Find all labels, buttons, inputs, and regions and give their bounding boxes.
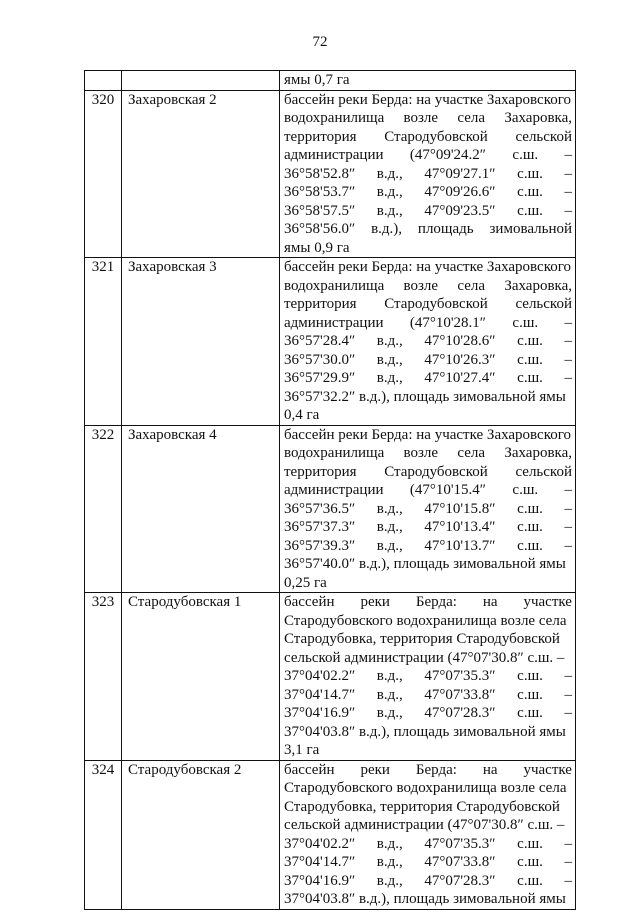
description-word: Захаровка, xyxy=(504,110,572,126)
table-row xyxy=(85,71,576,91)
description-word: Захаровка, xyxy=(504,445,572,461)
row-number xyxy=(85,71,122,91)
description-word: сельской xyxy=(515,128,572,145)
description-word: 47°10'15.8″ xyxy=(424,500,496,517)
description-line xyxy=(284,518,572,537)
site-name: Стародубовская 1 xyxy=(122,593,280,761)
description-word: в.д., xyxy=(376,500,403,517)
description-word: территория xyxy=(284,463,357,480)
description-line xyxy=(284,890,572,909)
description-word: 47°07'33.8″ xyxy=(424,686,496,703)
description-word: – xyxy=(564,519,572,535)
description-word: – xyxy=(564,351,572,368)
description-word: – xyxy=(564,165,572,182)
description-line xyxy=(284,183,572,202)
description-word: с.ш. xyxy=(517,500,543,517)
description-word: 36°57'37.3″ xyxy=(284,519,356,535)
description-word: 37°04'16.9″ xyxy=(284,872,356,889)
description-word: площадь xyxy=(417,221,474,237)
description-word: водохранилища xyxy=(284,277,385,294)
description-word: Берда: xyxy=(415,761,457,778)
description-line xyxy=(284,406,572,425)
description-line xyxy=(284,71,572,90)
row-number: 324 xyxy=(85,760,122,909)
description-word: 36°58'56.0″ xyxy=(284,221,356,237)
description-word: бассейн реки Берда: на участке Захаровского xyxy=(284,91,572,108)
site-description xyxy=(280,90,576,258)
description-word: с.ш. xyxy=(517,370,543,386)
site-description xyxy=(280,71,576,91)
site-description xyxy=(280,593,576,761)
description-word: 47°10'28.6″ xyxy=(424,333,496,349)
description-word: 36°57'32.2″ в.д.), площадь зимовальной ямы xyxy=(284,388,566,405)
description-line xyxy=(284,444,572,463)
description-line xyxy=(284,91,572,110)
description-word: села xyxy=(457,445,486,461)
description-word: 47°09'23.5″ xyxy=(424,202,496,219)
description-word: с.ш. xyxy=(517,872,543,889)
description-word: (47°10'28.1″ xyxy=(409,314,487,331)
description-line xyxy=(284,277,572,296)
row-number: 321 xyxy=(85,258,122,426)
description-word: – xyxy=(564,482,572,498)
description-line xyxy=(284,426,572,445)
description-line xyxy=(284,761,572,780)
table-row xyxy=(85,593,576,761)
description-word: с.ш. xyxy=(517,537,543,554)
description-word: на xyxy=(482,761,498,778)
description-word: зимовальной xyxy=(489,221,572,237)
row-number: 320 xyxy=(85,90,122,258)
description-word: – xyxy=(564,705,572,721)
description-word: 37°04'16.9″ xyxy=(284,705,356,721)
description-word: села xyxy=(457,110,486,126)
description-word: с.ш. xyxy=(517,686,543,703)
description-word: с.ш. xyxy=(512,482,539,498)
description-word: 36°57'28.4″ xyxy=(284,333,356,349)
description-word: с.ш. xyxy=(512,147,539,163)
description-word: в.д., xyxy=(376,165,403,182)
description-line xyxy=(284,667,572,686)
description-word: Стародубовского водохранилища возле села xyxy=(284,612,567,629)
description-word: 36°57'36.5″ xyxy=(284,500,356,517)
description-word: 0,25 га xyxy=(284,574,327,591)
description-word: Берда: xyxy=(415,594,457,610)
description-word: – xyxy=(564,686,572,703)
description-word: – xyxy=(564,854,572,870)
page-number: 72 xyxy=(312,34,328,50)
description-word: – xyxy=(564,202,572,219)
row-number: 322 xyxy=(85,425,122,593)
description-line xyxy=(284,258,572,277)
description-word: Стародубовской xyxy=(384,296,488,312)
description-word: с.ш. xyxy=(512,314,539,331)
description-line xyxy=(284,723,572,742)
description-word: – xyxy=(564,147,572,163)
description-word: Стародубовской xyxy=(384,463,488,480)
description-word: Захаровка, xyxy=(504,277,572,294)
description-line xyxy=(284,649,572,668)
description-word: бассейн xyxy=(284,594,335,610)
description-word: 47°10'26.3″ xyxy=(424,351,496,368)
description-word: с.ш. xyxy=(517,705,543,721)
description-word: администрации xyxy=(284,314,384,331)
description-line xyxy=(284,593,572,612)
description-word: в.д., xyxy=(376,872,403,889)
description-line xyxy=(284,463,572,482)
description-word: в.д., xyxy=(376,333,403,349)
description-line xyxy=(284,612,572,631)
table-row xyxy=(85,90,576,258)
description-line xyxy=(284,500,572,519)
description-word: 3,1 га xyxy=(284,742,320,758)
description-word: возле xyxy=(403,445,439,461)
description-word: в.д.), xyxy=(371,221,403,237)
description-word: – xyxy=(564,333,572,349)
description-word: – xyxy=(564,537,572,554)
description-line xyxy=(284,704,572,723)
description-word: – xyxy=(564,314,572,331)
description-word: (47°10'15.4″ xyxy=(409,482,487,498)
description-word: сельской xyxy=(515,463,572,480)
description-word: 47°10'13.4″ xyxy=(424,519,496,535)
description-line xyxy=(284,220,572,239)
description-word: с.ш. xyxy=(517,351,543,368)
description-word: реки xyxy=(360,594,390,610)
description-word: 47°07'35.3″ xyxy=(424,668,496,684)
description-word: 47°07'33.8″ xyxy=(424,854,496,870)
description-word: в.д., xyxy=(376,351,403,368)
site-description xyxy=(280,258,576,426)
description-word: администрации xyxy=(284,482,384,498)
description-line xyxy=(284,332,572,351)
description-word: – xyxy=(564,668,572,684)
description-word: в.д., xyxy=(376,184,403,200)
description-word: 47°09'26.6″ xyxy=(424,184,496,200)
site-description xyxy=(280,760,576,909)
table-row xyxy=(85,425,576,593)
description-word: села xyxy=(457,277,486,294)
description-line xyxy=(284,816,572,835)
description-word: бассейн реки Берда: на участке Захаровского xyxy=(284,259,572,275)
description-line xyxy=(284,314,572,333)
description-word: территория xyxy=(284,128,357,145)
description-word: с.ш. xyxy=(517,184,543,200)
description-word: в.д., xyxy=(376,854,403,870)
site-name: Захаровская 3 xyxy=(122,258,280,426)
description-line xyxy=(284,109,572,128)
site-name xyxy=(122,71,280,91)
description-line xyxy=(284,574,572,593)
description-line xyxy=(284,165,572,184)
description-word: – xyxy=(564,370,572,386)
description-word: – xyxy=(564,872,572,889)
description-line xyxy=(284,835,572,854)
description-word: бассейн xyxy=(284,761,335,778)
description-word: 36°57'30.0″ xyxy=(284,351,356,368)
description-word: участке xyxy=(523,761,572,778)
description-word: в.д., xyxy=(376,202,403,219)
description-word: – xyxy=(564,835,572,852)
description-word: участке xyxy=(523,594,572,610)
description-word: – xyxy=(564,500,572,517)
description-word: территория xyxy=(284,296,357,312)
site-name: Захаровская 4 xyxy=(122,425,280,593)
description-word: ямы 0,7 га xyxy=(284,72,350,88)
table-row xyxy=(85,258,576,426)
description-line xyxy=(284,369,572,388)
row-number: 323 xyxy=(85,593,122,761)
description-word: с.ш. xyxy=(517,333,543,349)
description-word: (47°09'24.2″ xyxy=(409,147,487,163)
reservoir-table xyxy=(84,70,576,910)
description-word: 36°57'40.0″ в.д.), площадь зимовальной ямы xyxy=(284,556,566,572)
description-line xyxy=(284,146,572,165)
description-word: 37°04'02.2″ xyxy=(284,668,356,684)
description-word: в.д., xyxy=(376,370,403,386)
description-line xyxy=(284,351,572,370)
table-row xyxy=(85,760,576,909)
description-line xyxy=(284,295,572,314)
description-line xyxy=(284,630,572,649)
description-word: возле xyxy=(403,277,439,294)
description-word: 36°58'52.8″ xyxy=(284,165,356,182)
description-word: бассейн реки Берда: на участке Захаровского xyxy=(284,426,572,443)
description-word: Стародубовка, территория Стародубовской xyxy=(284,631,560,647)
description-line xyxy=(284,741,572,760)
description-word: 47°07'28.3″ xyxy=(424,872,496,889)
description-word: 36°58'53.7″ xyxy=(284,184,356,200)
description-line xyxy=(284,798,572,817)
site-name: Захаровская 2 xyxy=(122,90,280,258)
description-word: с.ш. xyxy=(517,519,543,535)
description-word: сельской администрации (47°07'30.8″ с.ш. – xyxy=(284,817,565,833)
description-word: водохранилища xyxy=(284,110,385,126)
description-word: 36°58'57.5″ xyxy=(284,202,356,219)
description-word: в.д., xyxy=(376,668,403,684)
site-name: Стародубовская 2 xyxy=(122,760,280,909)
description-word: возле xyxy=(403,110,439,126)
description-word: ямы 0,9 га xyxy=(284,239,350,256)
description-word: в.д., xyxy=(376,835,403,852)
description-word: 37°04'02.2″ xyxy=(284,835,356,852)
description-line xyxy=(284,537,572,556)
description-word: 37°04'14.7″ xyxy=(284,686,356,703)
description-word: Стародубовской xyxy=(384,128,488,145)
description-line xyxy=(284,872,572,891)
description-word: 47°10'27.4″ xyxy=(424,370,496,386)
description-word: 47°07'35.3″ xyxy=(424,835,496,852)
description-line xyxy=(284,779,572,798)
description-word: Стародубовского водохранилища возле села xyxy=(284,780,567,796)
description-line xyxy=(284,128,572,147)
description-word: сельской xyxy=(515,296,572,312)
description-line xyxy=(284,202,572,221)
description-word: 36°57'29.9″ xyxy=(284,370,356,386)
description-line xyxy=(284,555,572,574)
description-word: реки xyxy=(360,761,390,778)
description-word: с.ш. xyxy=(517,202,543,219)
description-word: в.д., xyxy=(376,537,403,554)
description-word: с.ш. xyxy=(517,835,543,852)
description-word: 47°07'28.3″ xyxy=(424,705,496,721)
description-word: сельской администрации (47°07'30.8″ с.ш. – xyxy=(284,649,565,666)
description-word: водохранилища xyxy=(284,445,385,461)
description-word: 37°04'03.8″ в.д.), площадь зимовальной ямы xyxy=(284,891,566,907)
description-line xyxy=(284,686,572,705)
description-line xyxy=(284,388,572,407)
description-line xyxy=(284,853,572,872)
description-word: в.д., xyxy=(376,705,403,721)
description-word: администрации xyxy=(284,147,384,163)
description-word: с.ш. xyxy=(517,165,543,182)
description-word: 37°04'14.7″ xyxy=(284,854,356,870)
description-word: 47°10'13.7″ xyxy=(424,537,496,554)
description-word: – xyxy=(564,184,572,200)
description-word: в.д., xyxy=(376,686,403,703)
description-word: на xyxy=(482,594,498,610)
description-line xyxy=(284,481,572,500)
description-word: 37°04'03.8″ в.д.), площадь зимовальной ямы xyxy=(284,723,566,740)
description-word: Стародубовка, территория Стародубовской xyxy=(284,798,560,815)
description-word: с.ш. xyxy=(517,854,543,870)
description-line xyxy=(284,239,572,258)
description-word: 36°57'39.3″ xyxy=(284,537,356,554)
description-word: с.ш. xyxy=(517,668,543,684)
description-word: 0,4 га xyxy=(284,407,320,423)
site-description xyxy=(280,425,576,593)
description-word: в.д., xyxy=(376,519,403,535)
description-word: 47°09'27.1″ xyxy=(424,165,496,182)
